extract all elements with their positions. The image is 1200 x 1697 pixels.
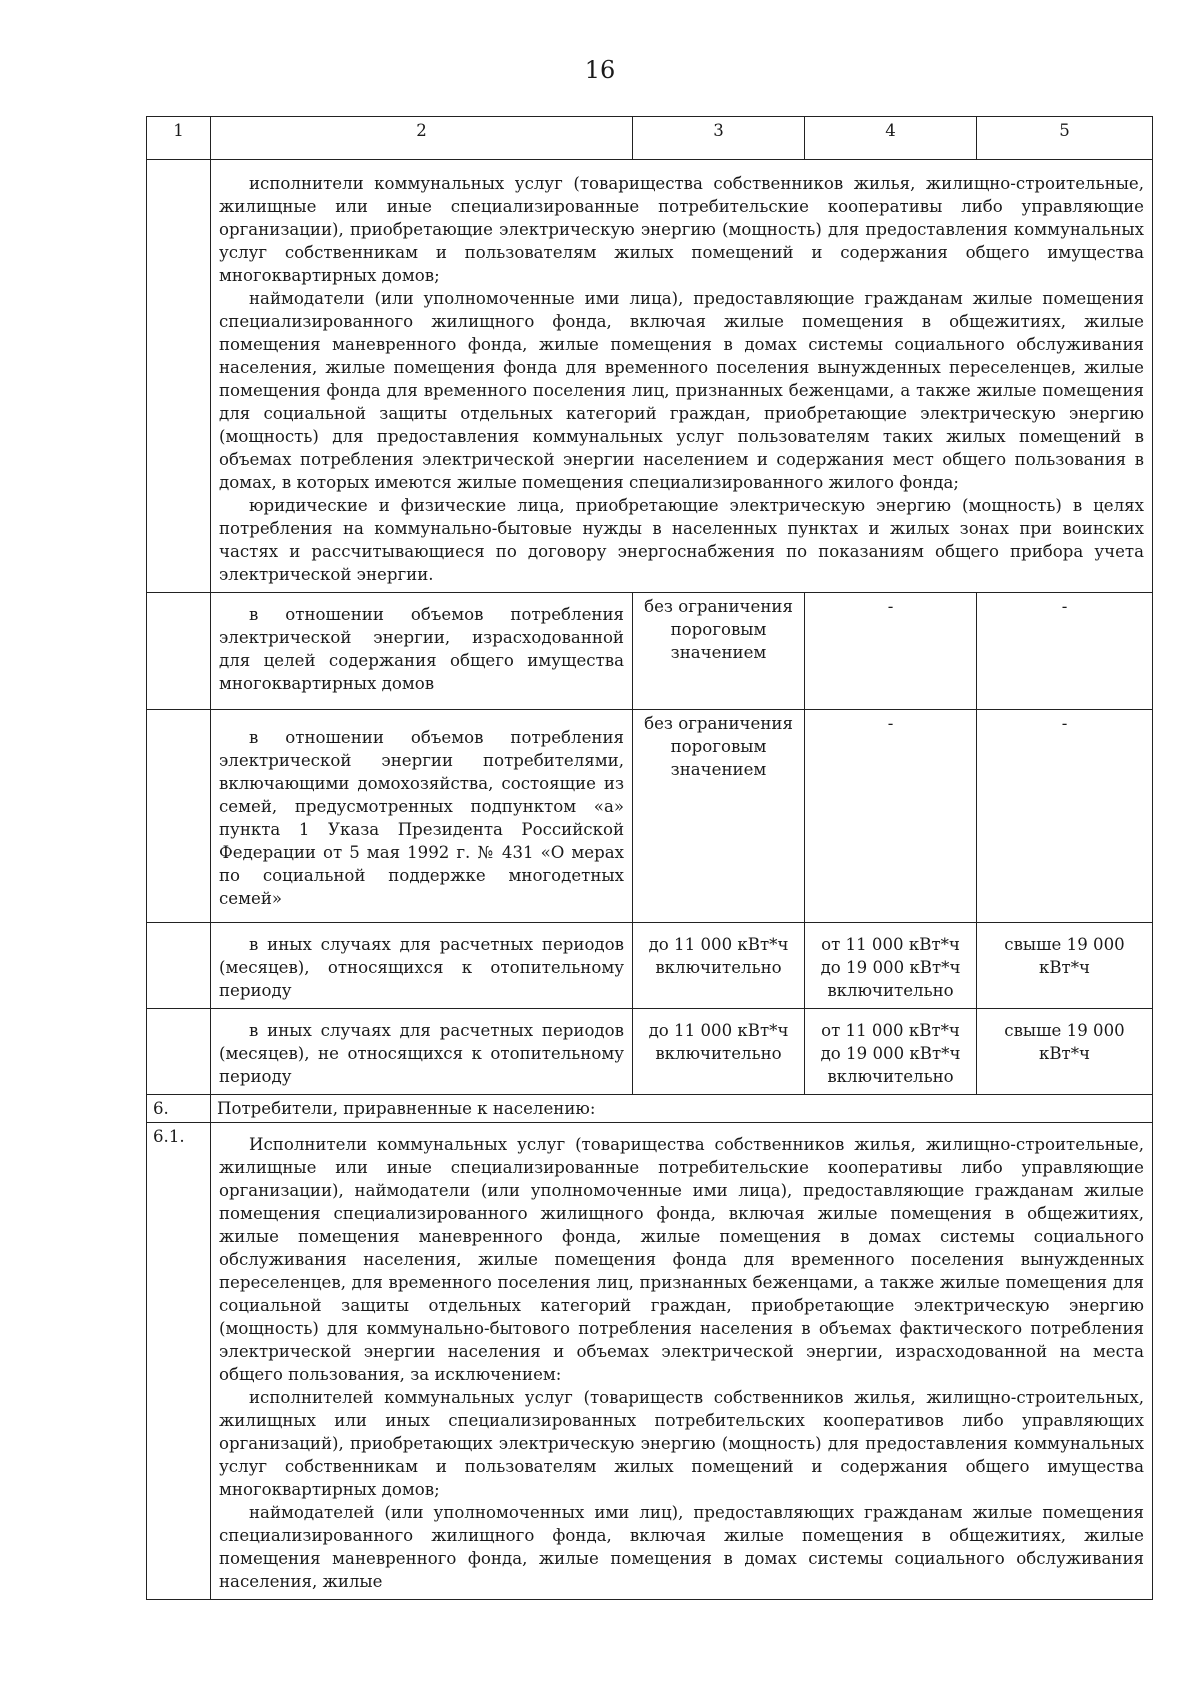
- intro-row: [147, 160, 1153, 593]
- section-6-1-paragraph-3: наймодателей (или уполномоченных ими лиц), предоставляющих гражданам жилые помещения специализированного жилищного фонда, включая жилые помещения в общежитиях, жилые помещения маневренного фонда, жилые помещения в домах системы социального обслуживания населения, жилые: [219, 1503, 1144, 1591]
- empty-number-cell: [147, 1009, 211, 1095]
- row-description: в иных случаях для расчетных периодов (месяцев), не относящихся к отопительному периоду: [211, 1009, 633, 1095]
- section-6-row: [147, 1095, 1153, 1123]
- row-description: в иных случаях для расчетных периодов (месяцев), относящихся к отопительному периоду: [211, 923, 633, 1009]
- section-6-1-number: 6.1.: [147, 1123, 211, 1600]
- intro-paragraph-1: исполнители коммунальных услуг (товарищества собственников жилья, жилищно-строительные, жилищные или иные специализированные потребительские кооперативы либо управляющие организации), приобретающие электрическую энергию (мощность) для предоставления коммунальных услуг собственникам и пользователям жилых помещений и содержания общего имущества многоквартирных домов;: [219, 174, 1144, 285]
- section-6-number: 6.: [147, 1095, 211, 1123]
- section-6-1-paragraph-1: Исполнители коммунальных услуг (товарищества собственников жилья, жилищно-строительные, жилищные или иные специализированные потребительские кооперативы либо управляющие организации), наймодатели (или уполномоченные ими лица), предоставляющие гражданам жилые помещения специализированного жилищного фонда, включая жилые помещения в общежитиях, жилые помещения маневренного фонда, жилые помещения в домах системы социального обслуживания населения, жилые помещения фонда для временного поселения вынужденных переселенцев, для временного поселения лиц, признанных беженцами, а также жилые помещения для социальной защиты отдельных категорий граждан, приобретающие электрическую энергию (мощность) для коммунально-бытового потребления населения в объемах фактического потребления электрической энергии населения и объемах электрической энергии, израсходованной на места общего пользования, за исключением:: [219, 1135, 1144, 1384]
- row-col5: свыше 19 000 кВт*ч: [977, 1009, 1153, 1095]
- empty-number-cell: [147, 923, 211, 1009]
- row-col4: от 11 000 кВт*ч до 19 000 кВт*ч включительно: [805, 1009, 977, 1095]
- intro-paragraph-3: юридические и физические лица, приобретающие электрическую энергию (мощность) в целях потребления на коммунально-бытовые нужды в населенных пунктах и жилых зонах при воинских частях и рассчитывающиеся по договору энергоснабжения по показаниям общего прибора учета электрической энергии.: [219, 496, 1144, 584]
- row-col5: -: [977, 593, 1153, 710]
- section-6-title: Потребители, приравненные к населению:: [211, 1095, 1153, 1123]
- page-number: 16: [584, 56, 616, 84]
- row-description: в отношении объемов потребления электрической энергии потребителями, включающими домохозяйства, состоящие из семей, предусмотренных подпунктом «а» пункта 1 Указа Президента Российской Федерации от 5 мая 1992 г. № 431 «О мерах по социальной поддержке многодетных семей»: [211, 710, 633, 923]
- column-number-row: [147, 117, 1153, 160]
- column-number-3: 3: [633, 117, 805, 160]
- table-row: [147, 593, 1153, 710]
- row-col4: -: [805, 593, 977, 710]
- row-col3: до 11 000 кВт*ч включительно: [633, 923, 805, 1009]
- row-description: в отношении объемов потребления электрической энергии, израсходованной для целей содержания общего имущества многоквартирных домов: [211, 593, 633, 710]
- intro-cell: [211, 160, 1153, 593]
- table-row: [147, 1009, 1153, 1095]
- table-row: [147, 923, 1153, 1009]
- section-6-1-text: [211, 1123, 1153, 1600]
- row-col4: от 11 000 кВт*ч до 19 000 кВт*ч включительно: [805, 923, 977, 1009]
- table-row: [147, 710, 1153, 923]
- column-number-2: 2: [211, 117, 633, 160]
- tariff-table: [146, 116, 1153, 1600]
- empty-number-cell: [147, 710, 211, 923]
- empty-number-cell: [147, 160, 211, 593]
- column-number-5: 5: [977, 117, 1153, 160]
- section-6-1-paragraph-2: исполнителей коммунальных услуг (товариществ собственников жилья, жилищно-строительных, жилищных или иных специализированных потребительских кооперативов либо управляющих организаций), приобретающих электрическую энергию (мощность) для предоставления коммунальных услуг собственникам и пользователям жилых помещений и содержания общего имущества многоквартирных домов;: [219, 1388, 1144, 1499]
- row-col3: без ограничения пороговым значением: [633, 710, 805, 923]
- row-col5: -: [977, 710, 1153, 923]
- row-col3: без ограничения пороговым значением: [633, 593, 805, 710]
- column-number-1: 1: [147, 117, 211, 160]
- empty-number-cell: [147, 593, 211, 710]
- section-6-1-row: [147, 1123, 1153, 1600]
- row-col4: -: [805, 710, 977, 923]
- column-number-4: 4: [805, 117, 977, 160]
- intro-paragraph-2: наймодатели (или уполномоченные ими лица), предоставляющие гражданам жилые помещения специализированного жилищного фонда, включая жилые помещения в общежитиях, жилые помещения маневренного фонда, жилые помещения в домах системы социального обслуживания населения, жилые помещения фонда для временного поселения вынужденных переселенцев, жилые помещения фонда для временного поселения лиц, признанных беженцами, а также жилые помещения для социальной защиты отдельных категорий граждан, приобретающие электрическую энергию (мощность) для предоставления коммунальных услуг пользователям таких жилых помещений в объемах потребления электрической энергии населением и содержания мест общего пользования в домах, в которых имеются жилые помещения специализированного жилого фонда;: [219, 289, 1144, 492]
- row-col3: до 11 000 кВт*ч включительно: [633, 1009, 805, 1095]
- row-col5: свыше 19 000 кВт*ч: [977, 923, 1153, 1009]
